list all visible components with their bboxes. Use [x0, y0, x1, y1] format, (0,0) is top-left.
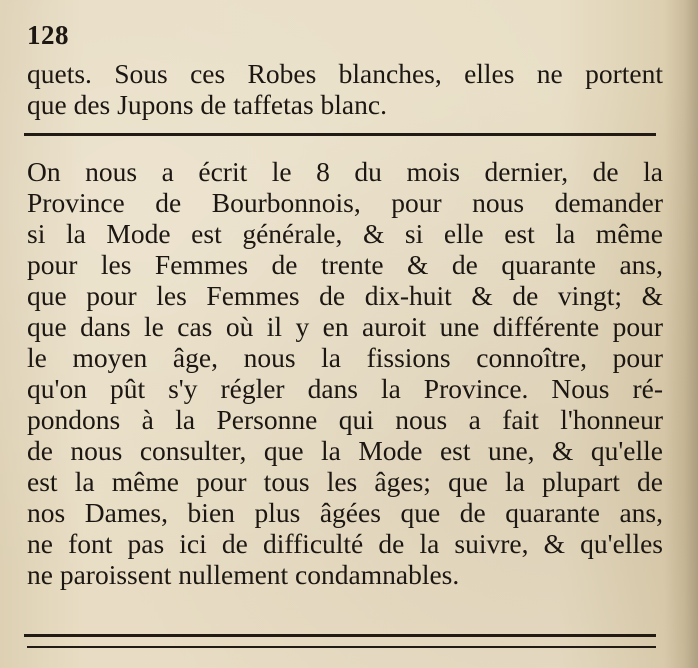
text-line: ne paroissent nullement condamnables. [27, 559, 460, 590]
intro-paragraph [27, 58, 663, 120]
section-divider [24, 133, 656, 136]
page-edge-shadow [664, 0, 698, 668]
text-line: nos Dames, bien plus âgées que de quarante ans, [27, 497, 663, 528]
text-line: pondons à la Personne qui nous a fait l'honneur [27, 404, 663, 435]
text-line: pour les Femmes de trente & de quarante ans, [27, 249, 663, 280]
text-line: On nous a écrit le 8 du mois dernier, de la [27, 156, 663, 187]
text-line: que dans le cas où il y en auroit une différente pour [27, 311, 663, 342]
text-line: ne font pas ici de difficulté de la suivre, & qu'elles [27, 528, 663, 559]
text-line: que des Jupons de taffetas blanc. [27, 89, 387, 120]
text-line: si la Mode est générale, & si elle est la même [27, 218, 663, 249]
text-line: que pour les Femmes de dix-huit & de vingt; & [27, 280, 663, 311]
text-line: qu'on pût s'y régler dans la Province. Nous ré- [27, 373, 663, 404]
section-divider [27, 646, 656, 648]
main-paragraph [27, 156, 663, 590]
page-number: 128 [27, 20, 69, 50]
section-divider [24, 634, 656, 637]
text-line: Province de Bourbonnois, pour nous demander [27, 187, 663, 218]
text-line: de nous consulter, que la Mode est une, & qu'elle [27, 435, 663, 466]
text-line: le moyen âge, nous la fissions connoître, pour [27, 342, 663, 373]
text-line: quets. Sous ces Robes blanches, elles ne portent [27, 58, 663, 89]
text-line: est la même pour tous les âges; que la plupart de [27, 466, 663, 497]
